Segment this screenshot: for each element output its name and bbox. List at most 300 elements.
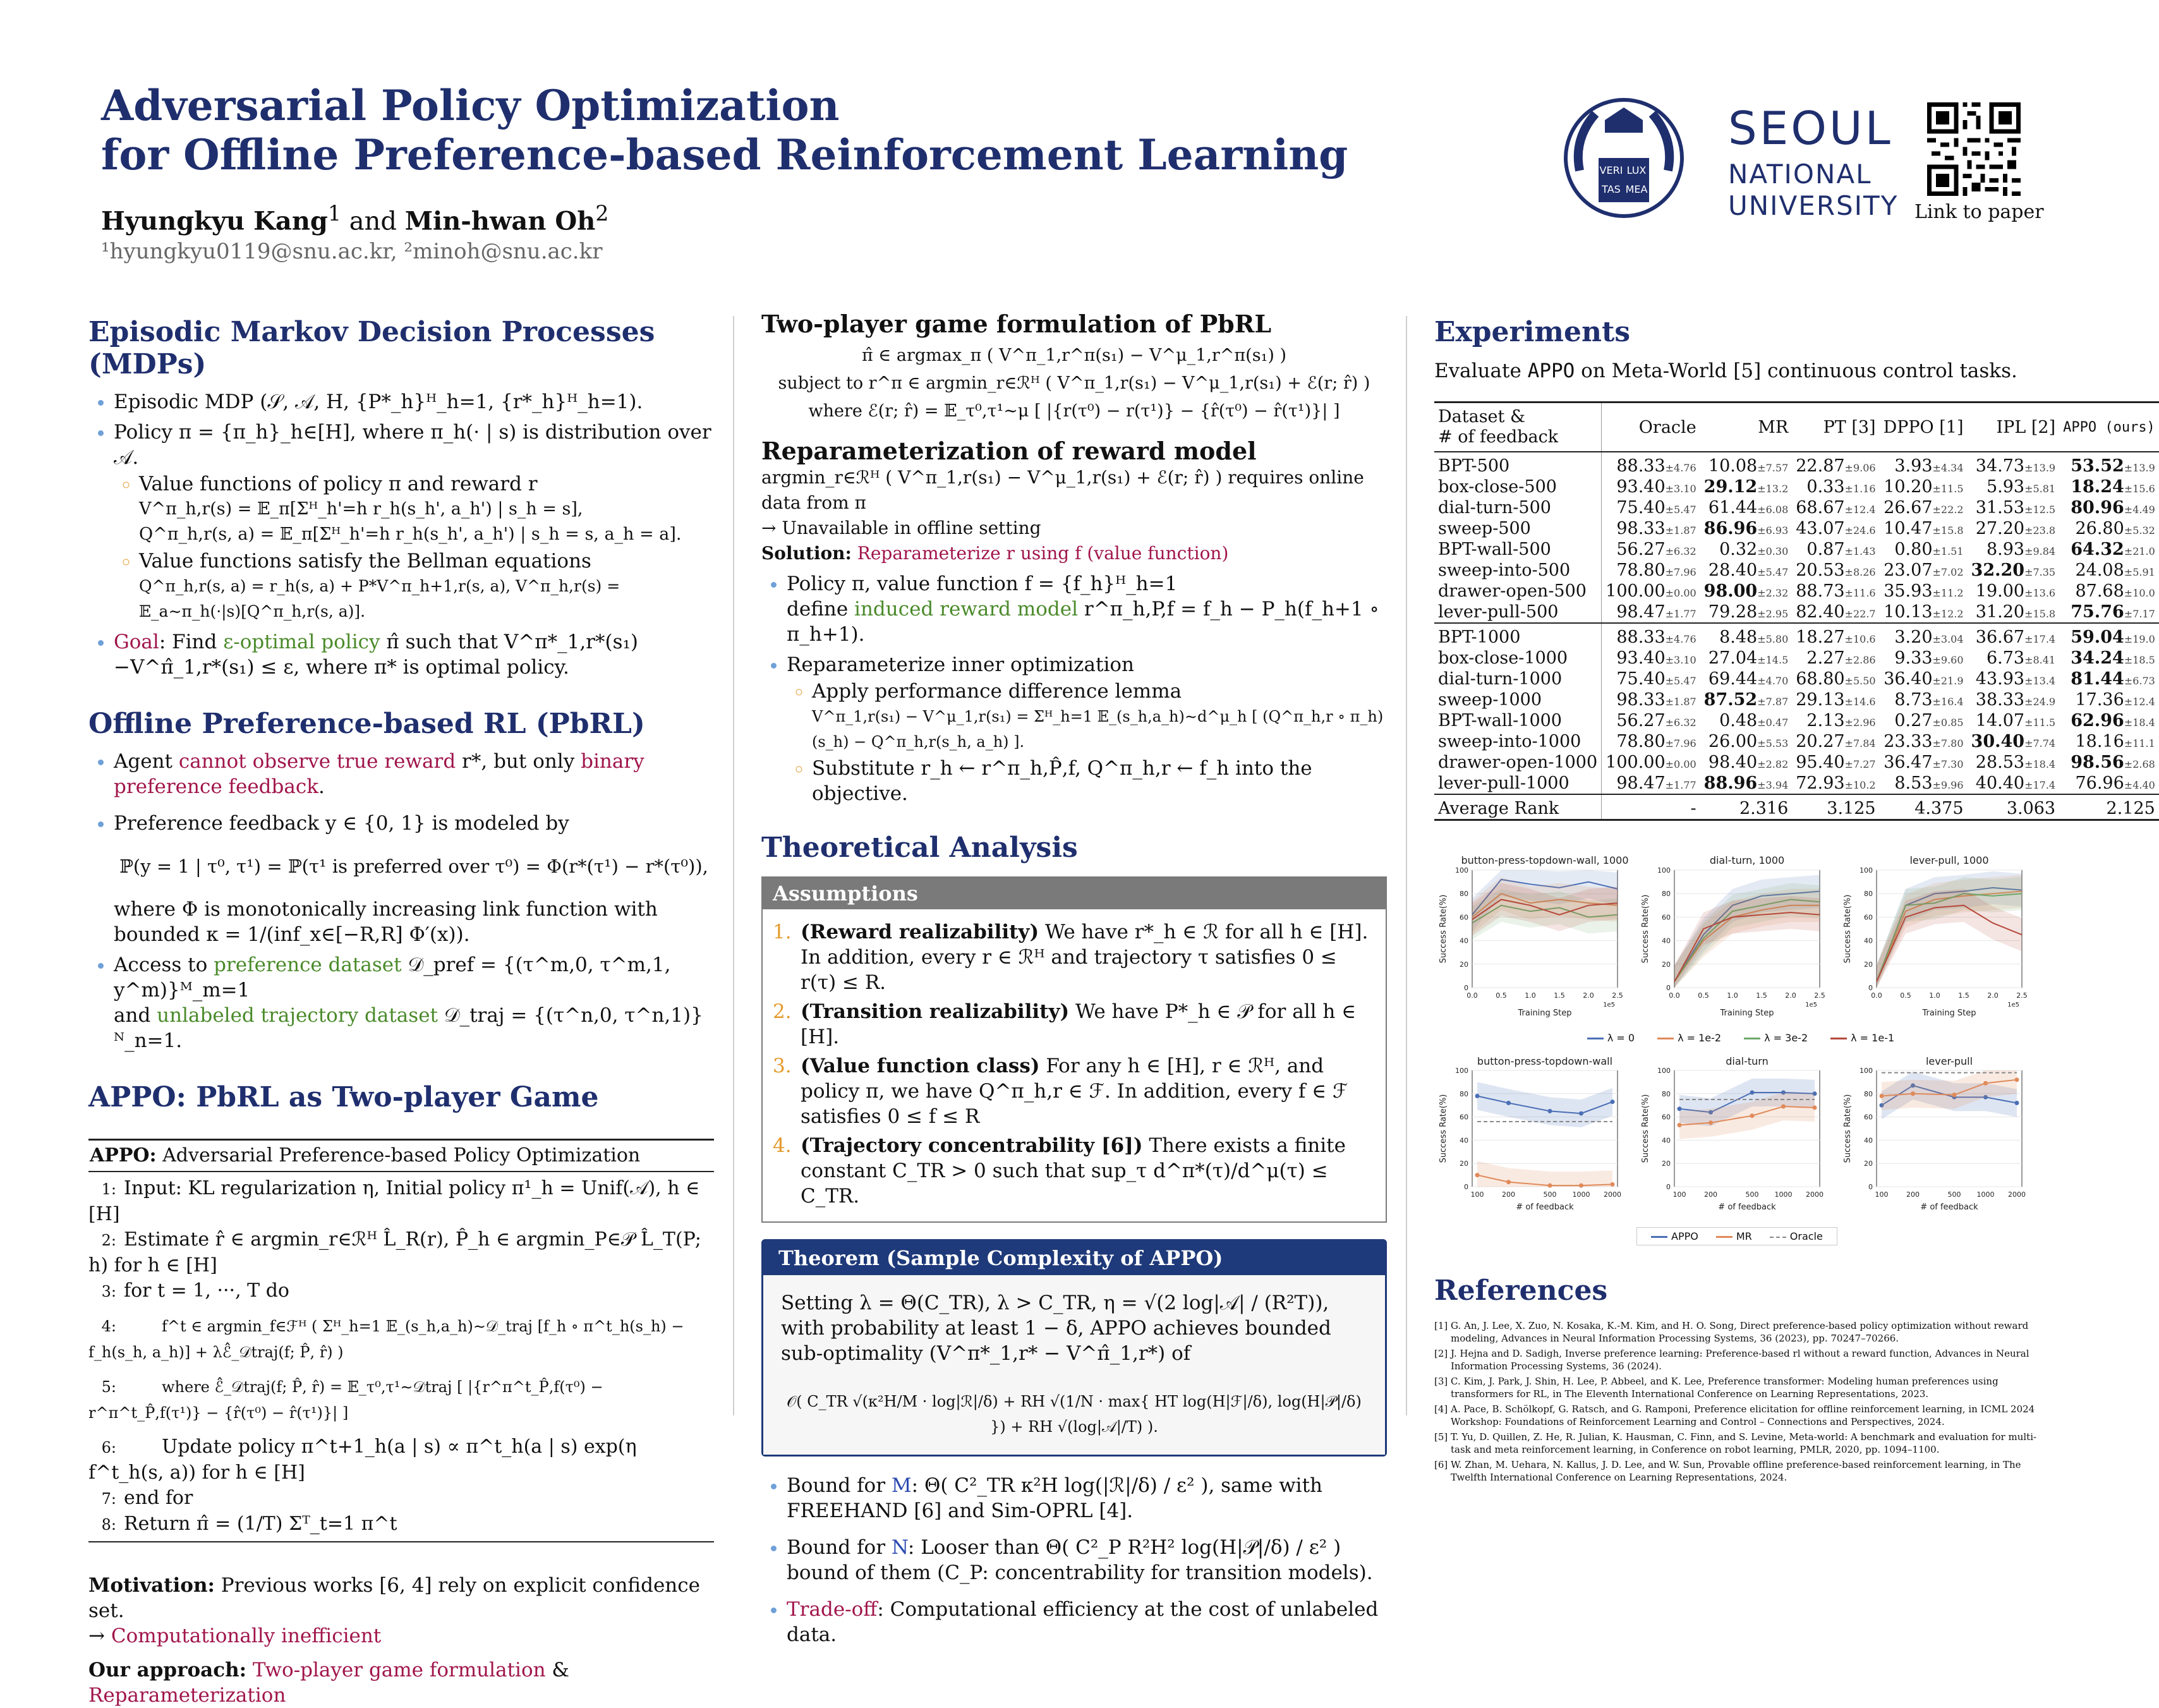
table-cell-value: 18.27: [1796, 627, 1845, 647]
reparam-b2-text: Reparameterize inner optimization: [787, 653, 1134, 676]
algorithm-line: [88, 1374, 714, 1426]
table-cell-std: ±22.2: [1932, 504, 1964, 516]
table-cell-value: 26.00: [1708, 732, 1758, 751]
table-cell-value: 0.32: [1719, 540, 1758, 559]
table-cell-value: 14.07: [1975, 711, 2025, 730]
table-cell: [1968, 476, 2060, 497]
title-line-2: for Offline Preference-based Reinforcement Learning: [101, 130, 1348, 179]
mdp-sub-2-text: ◦ Value functions satisfy the Bellman equations: [139, 550, 591, 572]
feedback-point: [1678, 1123, 1682, 1127]
reparam-sublist: [787, 679, 1387, 806]
pbrl-b3-b: 𝒟_pref = {(τ^m,0, τ^m,1, y^m)}ᴹ_m=1: [114, 954, 671, 1002]
curve-x-tick: 2.0: [1583, 991, 1594, 1000]
curve-x-tick: 1.0: [1525, 991, 1536, 1000]
table-cell-value: 27.20: [1975, 519, 2025, 538]
assumption-title: (Trajectory concentrability [6]): [801, 1134, 1143, 1157]
feedback-legend-swatch: [1716, 1236, 1733, 1238]
table-cell-value: 28.53: [1975, 753, 2025, 772]
feedback-y-tick: 80: [1662, 1089, 1671, 1098]
table-cell-value: 100.00: [1606, 581, 1666, 601]
pbrl-b3-green2: unlabeled trajectory dataset: [157, 1004, 438, 1027]
table-row-label: drawer-open-500: [1434, 581, 1602, 602]
feedback-x-label: # of feedback: [1718, 1202, 1776, 1212]
table-cell-value: 43.07: [1796, 519, 1845, 538]
table-cell: [1880, 518, 1968, 539]
table-row-label: box-close-1000: [1434, 648, 1602, 669]
assumption-text: We have r*_h ∈ ℛ for all h ∈ [H]. In addition, every r ∈ ℛᴴ and trajectory τ satisfies 0 ≤ r(τ) ≤ R.: [801, 921, 1369, 994]
table-cell-value: 61.44: [1708, 498, 1758, 518]
algorithm-line: [88, 1511, 714, 1537]
table-header-cell: Dataset & # of feedback: [1434, 403, 1602, 452]
curve-x-scale: 1e5: [1805, 1002, 1817, 1008]
feedback-y-tick: 40: [1864, 1136, 1873, 1145]
curve-legend-label: λ = 3e-2: [1764, 1032, 1808, 1044]
table-cell-std: ±1.77: [1665, 779, 1696, 791]
table-cell-value: 88.73: [1796, 581, 1845, 601]
table-cell-value: 9.33: [1894, 648, 1933, 668]
experiments-heading: Experiments: [1434, 316, 1631, 348]
goal-bullet: [114, 629, 714, 680]
table-cell-value: 80.96: [2071, 498, 2124, 518]
theorem-box: [761, 1239, 1387, 1457]
table-cell-std: ±6.08: [1757, 504, 1789, 516]
solution-label: Solution:: [761, 543, 852, 564]
table-cell-value: 79.28: [1708, 602, 1758, 622]
column-divider-2: [1406, 316, 1407, 1415]
table-row: [1434, 518, 2159, 539]
feedback-y-tick: 60: [1864, 1113, 1873, 1122]
feedback-y-label: Success Rate(%): [1641, 1094, 1650, 1163]
assumption-text: We have P*_h ∈ 𝒫 for all h ∈ [H].: [801, 1000, 1357, 1048]
appo-heading: APPO: PbRL as Two-player Game: [88, 1081, 599, 1113]
table-cell-value: 53.52: [2071, 456, 2124, 476]
table-cell-std: ±7.02: [1932, 566, 1964, 578]
mdp-sublist: [114, 471, 714, 624]
feedback-point: [2015, 1101, 2019, 1105]
table-cell: [1968, 773, 2060, 794]
approach-red1: Two-player game formulation: [252, 1659, 546, 1681]
table-cell: [1968, 710, 2060, 731]
table-cell: [1700, 752, 1793, 773]
table-cell-std: ±18.4: [2024, 758, 2056, 770]
table-row-label: BPT-wall-1000: [1434, 710, 1602, 731]
feedback-chart-title: dial-turn: [1726, 1055, 1769, 1067]
table-cell-value: 18.24: [2071, 477, 2124, 497]
table-cell: [1602, 539, 1700, 560]
table-cell-std: ±4.40: [2124, 779, 2155, 791]
table-cell-std: ±1.87: [1665, 524, 1696, 536]
feedback-point: [1952, 1093, 1956, 1097]
table-cell-std: ±14.6: [1844, 696, 1876, 708]
table-cell-std: ±5.91: [2124, 566, 2155, 578]
table-cell-std: ±2.96: [1844, 717, 1876, 729]
feedback-x-tick: 200: [1502, 1190, 1516, 1199]
table-cell-value: 34.24: [2071, 648, 2124, 668]
feedback-x-tick: 2000: [1604, 1190, 1621, 1199]
table-header-cell: DPPO [1]: [1880, 403, 1968, 452]
table-cell: [1602, 497, 1700, 518]
table-cell-std: ±1.77: [1665, 608, 1696, 620]
table-cell: [1880, 648, 1968, 669]
table-cell-value: 59.04: [2071, 627, 2124, 647]
table-cell-value: 0.80: [1894, 540, 1933, 559]
table-cell-std: ±7.27: [1844, 758, 1876, 770]
reparam-heading: Reparameterization of reward model: [761, 437, 1257, 465]
curve-title: dial-turn, 1000: [1709, 854, 1785, 866]
table-cell-std: ±5.53: [1757, 737, 1789, 749]
table-cell-std: ±12.5: [2024, 504, 2056, 516]
assumptions-box: [761, 876, 1387, 1223]
table-cell-std: ±21.9: [1932, 675, 1964, 687]
feedback-x-tick: 200: [1906, 1190, 1920, 1199]
feedback-point: [1579, 1111, 1583, 1116]
feedback-charts: [1434, 1054, 2047, 1225]
table-cell: [1968, 497, 2060, 518]
table-cell-value: 62.96: [2071, 711, 2124, 730]
table-cell-value: 36.40: [1884, 669, 1933, 689]
table-cell-value: 0.48: [1719, 711, 1758, 730]
logo-text-2: LUX: [1626, 164, 1647, 176]
table-cell: [2059, 623, 2159, 648]
table-cell-std: ±15.8: [1932, 524, 1964, 536]
table-cell: [1792, 689, 1879, 710]
table-cell-std: ±5.47: [1757, 566, 1789, 578]
table-cell: [1880, 689, 1968, 710]
column-2: [761, 310, 1387, 1646]
feedback-x-tick: 1000: [1572, 1190, 1590, 1199]
table-cell-std: ±8.26: [1844, 566, 1876, 578]
table-cell: [1880, 539, 1968, 560]
curve-legend-item: [1830, 1032, 1894, 1044]
exp-text-b: on Meta-World [5] continuous control tasks.: [1575, 360, 2017, 382]
author-2-sup: 2: [595, 201, 609, 226]
average-rank-value: 4.375: [1914, 799, 1964, 818]
feedback-legend-swatch: [1651, 1236, 1667, 1238]
feedback-x-label: # of feedback: [1920, 1202, 1978, 1212]
algorithm-line-number: 2:: [101, 1232, 116, 1249]
table-header-cell: PT [3]: [1792, 403, 1879, 452]
feedback-legend-label: Oracle: [1789, 1230, 1823, 1242]
table-cell-std: ±5.80: [1757, 633, 1789, 645]
university-name: [1728, 101, 1898, 219]
bounds-list: [761, 1473, 1387, 1647]
table-cell: [2059, 476, 2159, 497]
assumption-number: 3.: [773, 1055, 792, 1077]
table-cell-std: ±11.6: [1844, 587, 1876, 599]
table-cell: [1792, 539, 1879, 560]
table-cell-value: 19.00: [1975, 581, 2025, 601]
table-cell-std: ±17.4: [2024, 633, 2056, 645]
table-cell: [1968, 689, 2060, 710]
table-cell-value: 69.44: [1708, 669, 1758, 689]
solution-text: Reparameterize r using f (value function): [851, 543, 1229, 564]
table-cell: [1700, 518, 1793, 539]
pbrl-eq-note: where Φ is monotonically increasing link function with bounded κ = 1/(inf_x∈[−R,R] Φ′(x)).: [114, 898, 658, 946]
curve-y-tick: 20: [1460, 960, 1468, 969]
reference-item: [1] G. An, J. Lee, X. Zuo, N. Kosaka, K.-M. Kim, and H. O. Song, Direct preference-based policy optimization without reward modeling, Advances in Neural Information Processing Systems, 36 (2023), pp. 70247–70266.: [1434, 1320, 2029, 1344]
table-cell-std: ±4.70: [1757, 675, 1789, 687]
authors: [101, 201, 609, 236]
table-cell-value: 3.93: [1894, 456, 1933, 476]
feedback-point: [1750, 1090, 1754, 1094]
feedback-y-tick: 40: [1460, 1136, 1468, 1145]
table-cell: [1602, 773, 1700, 794]
feedback-y-tick: 40: [1662, 1136, 1671, 1145]
table-cell-value: 87.52: [1703, 690, 1758, 710]
algorithm-line-text: Return π̂ = (1/T) Σᵀ_t=1 π^t: [124, 1513, 397, 1535]
curve-x-tick: 2.0: [1785, 991, 1796, 1000]
reparam-s1-text: ◦ Apply performance difference lemma: [812, 680, 1182, 703]
curve-y-tick: 40: [1662, 936, 1671, 945]
table-cell-value: 27.04: [1708, 648, 1758, 668]
table-cell: [1880, 581, 1968, 602]
table-cell-std: ±4.76: [1665, 633, 1696, 645]
table-cell: [2059, 497, 2159, 518]
algorithm-line: [88, 1176, 714, 1227]
table-row-label: BPT-1000: [1434, 623, 1602, 648]
univ-line-3: UNIVERSITY: [1728, 190, 1899, 221]
mdp-sub-2: [139, 548, 714, 624]
feedback-y-tick: 100: [1657, 1067, 1671, 1075]
bound-n-b: : Looser than Θ( C²_P R²H² log(H|𝒫|/δ) / ε² ) bound of them (C_P: concentrability for transition models).: [787, 1536, 1373, 1584]
table-cell-std: ±7.87: [1757, 696, 1789, 708]
table-cell-value: 2.13: [1806, 711, 1845, 730]
table-cell-std: ±13.2: [1757, 483, 1789, 495]
curve-legend-swatch: [1587, 1038, 1604, 1039]
assumption-text: For any h ∈ [H], r ∈ ℛᴴ, and policy π, we have Q^π_h,r ∈ ℱ. In addition, every f ∈ ℱ satisfies 0 ≤ f ≤ R: [801, 1055, 1348, 1128]
table-cell-std: ±13.6: [2024, 587, 2056, 599]
table-row-label: BPT-wall-500: [1434, 539, 1602, 560]
feedback-point: [1983, 1081, 1988, 1086]
curve-y-tick: 0: [1666, 984, 1671, 992]
mdp-bullet-1: • Episodic MDP (𝒮, 𝒜, H, {P*_h}ᴴ_h=1, {r*_h}ᴴ_h=1).: [114, 389, 714, 415]
average-rank-value: -: [1690, 799, 1696, 818]
table-cell: [1700, 710, 1793, 731]
table-cell-value: 2.27: [1806, 648, 1845, 668]
table-cell: [1880, 452, 1968, 476]
feedback-point: [1547, 1184, 1552, 1188]
algorithm-line-text: for t = 1, ···, T do: [124, 1280, 289, 1302]
feedback-y-label: Success Rate(%): [1439, 1094, 1448, 1163]
feedback-y-tick: 100: [1860, 1067, 1873, 1075]
table-cell-value: 75.40: [1616, 498, 1666, 518]
table-cell: [2059, 581, 2159, 602]
table-cell-value: 22.87: [1796, 456, 1845, 476]
reparam-sub-2: ◦ Substitute r_h ← r^π_h,P̂,f, Q^π_h,r ← f_h into the objective.: [812, 756, 1387, 806]
table-cell: [2059, 773, 2159, 794]
table-cell: [1602, 476, 1700, 497]
assumption-number: 1.: [773, 921, 792, 943]
assumption-text: There exists a finite constant C_TR > 0 such that sup_τ d^π*(τ)/d^μ(τ) ≤ C_TR.: [801, 1134, 1346, 1208]
feedback-x-tick: 500: [1745, 1190, 1759, 1199]
table-cell-std: ±24.6: [1844, 524, 1876, 536]
motivation-red: Computationally inefficient: [111, 1625, 382, 1647]
table-cell-value: 0.87: [1806, 540, 1845, 559]
feedback-y-tick: 80: [1864, 1089, 1873, 1098]
table-row: [1434, 581, 2159, 602]
bound-n-a: Bound for: [787, 1536, 892, 1559]
curve-x-tick: 1.0: [1929, 991, 1940, 1000]
feedback-point: [1813, 1105, 1817, 1110]
table-cell-std: ±12.4: [2124, 696, 2155, 708]
poster-title: [101, 81, 1348, 179]
pbrl-b3-a: Access to: [114, 954, 214, 976]
table-cell: [1700, 689, 1793, 710]
qr-code-icon[interactable]: [1927, 102, 2021, 196]
algorithm-line-number: 3:: [101, 1283, 116, 1300]
mdp-heading: Episodic Markov Decision Processes (MDPs): [88, 316, 655, 380]
table-row-label: drawer-open-1000: [1434, 752, 1602, 773]
table-cell: [1602, 623, 1700, 648]
table-cell: [1700, 560, 1793, 581]
goal-text-2: π̂ such that V^π*_1,r*(s₁)−V^π̂_1,r*(s₁) ≤ ε, where π* is optimal policy.: [114, 631, 639, 679]
table-row: [1434, 602, 2159, 623]
table-cell: [1968, 648, 2060, 669]
table-cell-value: 78.80: [1616, 560, 1666, 580]
table-cell-value: 68.80: [1796, 669, 1845, 689]
table-row-label: lever-pull-500: [1434, 602, 1602, 623]
table-cell-value: 23.33: [1884, 732, 1933, 751]
table-cell: [1968, 581, 2060, 602]
reference-item: [6] W. Zhan, M. Uehara, N. Kallus, J. D. Lee, and W. Sun, Provable offline preference-based reinforcement learning, in The Twelfth International Conference on Learning Representations, 2024.: [1434, 1459, 2021, 1483]
theorem-body: [763, 1275, 1385, 1455]
curve-y-tick: 80: [1864, 890, 1873, 899]
trade-off-text: : Computational efficiency at the cost of unlabeled data.: [787, 1598, 1379, 1646]
table-cell-value: 20.27: [1796, 732, 1845, 751]
curve-x-tick: 0.0: [1669, 991, 1680, 1000]
pbrl-b1-b: r*, but only: [456, 750, 581, 773]
feedback-y-tick: 20: [1864, 1160, 1873, 1168]
mdp-list: [88, 389, 714, 680]
table-cell-value: 82.40: [1796, 602, 1845, 622]
feedback-chart: [1636, 1054, 1826, 1220]
author-2: Min-hwan Oh: [404, 206, 596, 236]
table-cell: [1968, 539, 2060, 560]
table-cell: [1792, 648, 1879, 669]
bound-m-b: : Θ( C²_TR κ²H log(|ℛ|/δ) / ε² ), same with FREEHAND [6] and Sim-OPRL [4].: [787, 1474, 1323, 1522]
feedback-y-tick: 100: [1455, 1067, 1468, 1075]
curve-x-tick: 1.0: [1727, 991, 1738, 1000]
assumptions-list: [763, 909, 1386, 1221]
feedback-chart-title: lever-pull: [1925, 1055, 1973, 1067]
curve-y-tick: 100: [1860, 866, 1873, 875]
table-cell: [1602, 689, 1700, 710]
reparam-sub-1: [812, 679, 1387, 754]
theorem-text: Setting λ = Θ(C_TR), λ > C_TR, η = √(2 log|𝒜| / (R²T)), with probability at least 1 − δ, APPO achieves bounded sub-optimality (V^π*_1,r* − V^π̂_1,r*) of: [781, 1292, 1331, 1365]
feedback-x-tick: 1000: [1976, 1190, 1995, 1199]
curve-legend-item: [1744, 1032, 1808, 1044]
curve-y-tick: 100: [1657, 866, 1671, 875]
feedback-x-tick: 2000: [2008, 1190, 2026, 1199]
theorem-equation: 𝒪( C_TR √(κ²H/M · log|ℛ|/δ) + RH √(1/N · max{ HT log(H|ℱ|/δ), log(H|𝒫|/δ) }) + RH √(log|𝒜|/T) ).: [787, 1393, 1362, 1436]
table-row: [1434, 710, 2159, 731]
training-curve-plot: [1434, 852, 1629, 1023]
table-cell-std: ±11.5: [2024, 717, 2056, 729]
curve-legend-item: [1587, 1032, 1635, 1044]
table-cell: [1700, 452, 1793, 476]
table-cell-value: 18.16: [2075, 732, 2124, 751]
average-rank-value: 3.125: [1827, 799, 1876, 818]
table-cell-value: 10.20: [1884, 477, 1933, 497]
table-row-label: sweep-1000: [1434, 689, 1602, 710]
table-cell-value: 8.93: [1986, 540, 2025, 559]
curve-x-tick: 0.5: [1698, 991, 1709, 1000]
curve-x-scale: 1e5: [2007, 1002, 2019, 1008]
feedback-point: [1781, 1105, 1786, 1109]
table-cell: [1700, 602, 1793, 623]
table-cell-value: 35.93: [1884, 581, 1933, 601]
feedback-legend-item: [1651, 1230, 1698, 1242]
table-cell: [1700, 581, 1793, 602]
table-cell-std: ±13.9: [2124, 462, 2155, 474]
feedback-point: [1506, 1180, 1511, 1184]
feedback-point: [1708, 1120, 1713, 1125]
game-eq-2: subject to r^π ∈ argmin_r∈ℛᴴ ( V^π_1,r(s₁) − V^μ_1,r(s₁) + ℰ(r; r̂) ): [778, 373, 1370, 393]
table-row-label: dial-turn-1000: [1434, 669, 1602, 689]
reference-item: [4] A. Pace, B. Schölkopf, G. Ratsch, and G. Ramponi, Preference elicitation for offline reinforcement learning, in ICML 2024 Workshop: Foundations of Reinforcement Learning and Control – Connections and Perspectives, 2024.: [1434, 1403, 2035, 1427]
table-cell-std: ±2.68: [2124, 758, 2155, 770]
feedback-y-tick: 0: [1868, 1183, 1873, 1191]
table-cell: [1792, 710, 1879, 731]
curve-y-tick: 20: [1662, 960, 1671, 969]
pbrl-b3-green1: preference dataset: [214, 954, 402, 976]
table-cell-value: 76.96: [2075, 773, 2124, 793]
univ-line-2: NATIONAL: [1728, 159, 1872, 190]
feedback-legend-item: [1716, 1230, 1752, 1242]
feedback-legend: [1636, 1227, 1837, 1245]
feedback-point: [1911, 1091, 1915, 1096]
table-cell-value: 56.27: [1616, 540, 1666, 559]
table-cell: [2059, 452, 2159, 476]
assumption-number: 4.: [773, 1134, 792, 1157]
table-cell-std: ±0.00: [1665, 758, 1696, 770]
feedback-y-tick: 20: [1662, 1160, 1671, 1168]
table-cell-value: 36.47: [1884, 753, 1933, 772]
pbrl-bullet-1: [114, 749, 714, 799]
table-cell: [1602, 560, 1700, 581]
pbrl-b2-text: • Preference feedback y ∈ {0, 1} is modeled by: [114, 812, 569, 835]
curve-y-tick: 40: [1460, 936, 1468, 945]
table-cell-std: ±17.4: [2024, 779, 2056, 791]
mdp-bullet-2: [114, 420, 714, 624]
table-cell-std: ±5.47: [1665, 675, 1696, 687]
table-cell-value: 95.40: [1796, 753, 1845, 772]
table-cell-std: ±1.16: [1844, 483, 1876, 495]
table-row: [1434, 689, 2159, 710]
algorithm-title: [88, 1141, 714, 1172]
table-cell-std: ±7.17: [2124, 608, 2155, 620]
table-cell: [2059, 752, 2159, 773]
table-cell: [1968, 602, 2060, 623]
table-cell-value: 24.08: [2075, 560, 2124, 580]
game-heading: Two-player game formulation of PbRL: [761, 310, 1272, 338]
curve-y-tick: 80: [1460, 890, 1468, 899]
feedback-y-tick: 60: [1662, 1113, 1671, 1122]
table-cell-value: 17.36: [2075, 690, 2124, 710]
goal-eps: ε-optimal policy: [223, 631, 380, 653]
feedback-chart: [1839, 1054, 2028, 1220]
table-cell: [1968, 669, 2060, 689]
feedback-legend-item: [1770, 1230, 1823, 1242]
table-cell: [1700, 773, 1793, 794]
table-cell: [1700, 648, 1793, 669]
feedback-x-tick: 500: [1947, 1190, 1961, 1199]
table-cell: [1792, 560, 1879, 581]
table-cell: [1792, 452, 1879, 476]
table-cell-std: ±1.51: [1932, 545, 1964, 557]
table-cell-value: 8.53: [1894, 773, 1933, 793]
table-cell-std: ±0.85: [1932, 717, 1964, 729]
